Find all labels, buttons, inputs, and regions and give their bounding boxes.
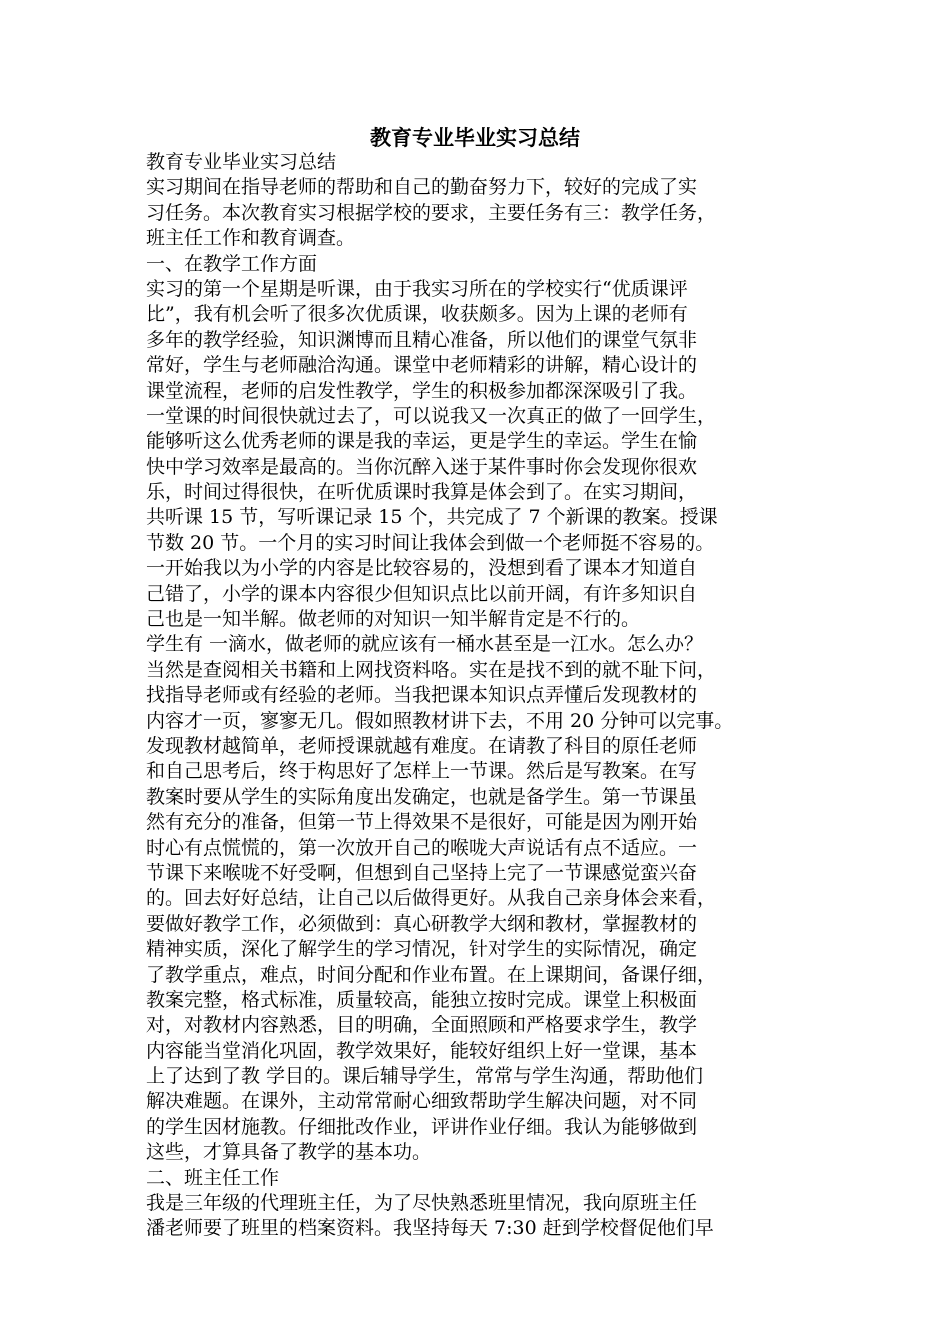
text-line: 要做好教学工作，必须做到：真心研教学大纲和教材，掌握教材的 xyxy=(146,912,698,935)
document-body xyxy=(146,150,816,1242)
text-line: 节课下来喉咙不好受啊，但想到自己坚持上完了一节课感觉蛮兴奋 xyxy=(146,861,698,884)
text-line: 节数 20 节。一个月的实习时间让我体会到做一个老师挺不容易的。 xyxy=(146,531,715,554)
text-line: 教案时要从学生的实际角度出发确定，也就是备学生。第一节课虽 xyxy=(146,785,698,808)
text-line: 上了达到了教 学目的。课后辅导学生，常常与学生沟通，帮助他们 xyxy=(146,1065,704,1088)
text-line: 解决难题。在课外，主动常常耐心细致帮助学生解决问题，对不同 xyxy=(146,1090,698,1113)
text-line: 乐，时间过得很快，在听优质课时我算是体会到了。在实习期间， xyxy=(146,481,698,504)
text-line: 一开始我以为小学的内容是比较容易的，没想到看了课本才知道自 xyxy=(146,557,698,580)
text-line: 比”，我有机会听了很多次优质课，收获颇多。因为上课的老师有 xyxy=(146,303,688,326)
text-line: 一堂课的时间很快就过去了，可以说我又一次真正的做了一回学生， xyxy=(146,404,717,427)
text-line: 了教学重点，难点，时间分配和作业布置。在上课期间，备课仔细， xyxy=(146,963,717,986)
text-line: 己也是一知半解。做老师的对知识一知半解肯定是不行的。 xyxy=(146,608,641,631)
text-line: 找指导老师或有经验的老师。当我把课本知识点弄懂后发现教材的 xyxy=(146,684,698,707)
text-line: 一、在教学工作方面 xyxy=(146,252,318,275)
text-line: 教育专业毕业实习总结 xyxy=(146,151,337,173)
text-line: 的学生因材施教。仔细批改作业，评讲作业仔细。我认为能够做到 xyxy=(146,1115,698,1138)
text-line: 快中学习效率是最高的。当你沉醉入迷于某件事时你会发现你很欢 xyxy=(146,455,698,478)
text-line: 精神实质，深化了解学生的学习情况，针对学生的实际情况，确定 xyxy=(146,938,698,961)
text-line: 能够听这么优秀老师的课是我的幸运，更是学生的幸运。学生在愉 xyxy=(146,430,698,453)
text-line: 内容能当堂消化巩固，教学效果好，能较好组织上好一堂课，基本 xyxy=(146,1039,698,1062)
text-line: 实习的第一个星期是听课，由于我实习所在的学校实行“优质课评 xyxy=(146,277,688,300)
text-line: 的。回去好好总结，让自己以后做得更好。从我自己亲身体会来看， xyxy=(146,887,717,910)
text-line: 潘老师要了班里的档案资料。我坚持每天 7:30 赶到学校督促他们早 xyxy=(146,1217,714,1240)
text-line: 教案完整，格式标准，质量较高，能独立按时完成。课堂上积极面 xyxy=(146,988,698,1011)
document-title: 教育专业毕业实习总结 xyxy=(370,125,580,150)
text-line: 习任务。本次教育实习根据学校的要求，主要任务有三：教学任务， xyxy=(146,201,717,224)
text-line: 这些，才算具备了教学的基本功。 xyxy=(146,1141,432,1164)
text-line: 当然是查阅相关书籍和上网找资料咯。实在是找不到的就不耻下问， xyxy=(146,658,717,681)
text-line: 然有充分的准备，但第一节上得效果不是很好，可能是因为刚开始 xyxy=(146,811,698,834)
text-line: 班主任工作和教育调查。 xyxy=(146,227,356,250)
text-line: 常好，学生与老师融洽沟通。课堂中老师精彩的讲解，精心设计的 xyxy=(146,354,698,377)
text-line: 对，对教材内容熟悉，目的明确，全面照顾和严格要求学生，教学 xyxy=(146,1014,698,1037)
text-line: 二、班主任工作 xyxy=(146,1166,280,1189)
text-line: 和自己思考后，终于构思好了怎样上一节课。然后是写教案。在写 xyxy=(146,760,698,783)
text-line: 内容才一页，寥寥无几。假如照教材讲下去，不用 20 分钟可以完事。 xyxy=(146,709,734,732)
text-line: 发现教材越简单，老师授课就越有难度。在请教了科目的原任老师 xyxy=(146,734,698,757)
text-line: 学生有 一滴水，做老师的就应该有一桶水甚至是一江水。怎么办？ xyxy=(146,633,704,656)
text-line: 己错了，小学的课本内容很少但知识点比以前开阔，有许多知识自 xyxy=(146,582,698,605)
text-line: 我是三年级的代理班主任，为了尽快熟悉班里情况，我向原班主任 xyxy=(146,1192,698,1215)
text-line: 共听课 15 节，写听课记录 15 个，共完成了 7 个新课的教案。授课 xyxy=(146,506,718,529)
text-line: 课堂流程，老师的启发性教学，学生的积极参加都深深吸引了我。 xyxy=(146,379,698,402)
text-line: 时心有点慌慌的，第一次放开自己的喉咙大声说话有点不适应。一 xyxy=(146,836,698,859)
text-line: 实习期间在指导老师的帮助和自己的勤奋努力下，较好的完成了实 xyxy=(146,176,698,199)
text-line: 多年的教学经验，知识渊博而且精心准备，所以他们的课堂气氛非 xyxy=(146,328,698,351)
